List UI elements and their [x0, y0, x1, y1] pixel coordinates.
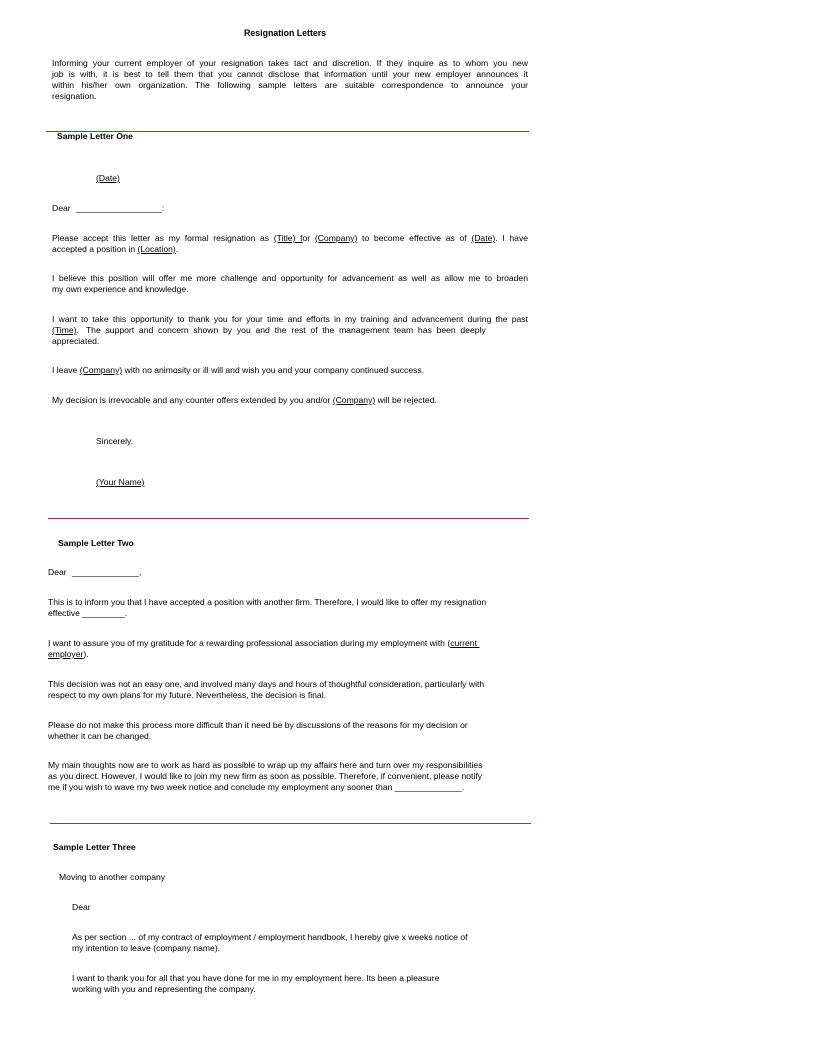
company-placeholder: (Company) — [332, 395, 376, 405]
salutation-blank: ______________, — [72, 567, 142, 577]
paragraph-line — [52, 233, 528, 244]
intro-paragraph — [52, 58, 528, 102]
paragraph-line: I want to take this opportunity to thank you for your time and efforts in my training and advancement during the past — [52, 314, 528, 324]
section-divider — [50, 823, 531, 824]
paragraph-line: My main thoughts now are to work as hard as possible to wrap up my affairs here and turn over my responsibilities — [48, 760, 483, 770]
salutation: Dear — [72, 902, 91, 912]
letter-three-paragraph-2 — [72, 973, 512, 995]
paragraph-line: respect to my own plans for my future. Nevertheless, the decision is final. — [48, 690, 326, 700]
paragraph-line — [48, 782, 527, 793]
text-run: or — [302, 233, 315, 243]
closing: Sincerely, — [96, 436, 134, 446]
intro-line: job is with, it is best to tell them that you cannot disclose that information until your new employer announces it — [52, 69, 528, 79]
salutation-text: Dear — [48, 567, 70, 577]
salutation — [48, 567, 141, 578]
text-run: accepted a position in — [52, 244, 138, 254]
paragraph-line — [48, 649, 527, 660]
salutation-blank: __________________: — [76, 203, 165, 213]
intro-line: resignation. — [52, 91, 97, 101]
text-run: effective — [48, 608, 80, 618]
paragraph-line — [52, 325, 528, 336]
letter-two-paragraph-1 — [48, 597, 527, 619]
paragraph-line: as you direct. However, I would like to join my new firm as soon as possible. Therefore, if convenient, please notify — [48, 771, 483, 781]
letter-one-paragraph-3 — [52, 314, 528, 347]
letter-one-paragraph-4 — [52, 365, 424, 376]
location-placeholder: (Location) — [137, 244, 176, 254]
letter-two-paragraph-3 — [48, 679, 527, 701]
text-run: . I have — [495, 233, 529, 243]
title-placeholder: (Title) f — [273, 233, 303, 243]
paragraph-line: appreciated. — [52, 336, 100, 346]
current-employer-placeholder: current — [450, 638, 480, 648]
current-employer-placeholder: employer — [48, 649, 84, 659]
paragraph-line — [52, 244, 528, 255]
page-title: Resignation Letters — [244, 28, 327, 38]
paragraph-line: This is to inform you that I have accepted a position with another firm. Therefore, I would like to offer my resignation — [48, 597, 487, 607]
paragraph-line: my own experience and knowledge. — [52, 284, 189, 294]
date-placeholder: (Date) — [96, 173, 120, 183]
time-placeholder: (Time) — [52, 325, 77, 335]
letter-two-paragraph-2 — [48, 638, 527, 660]
paragraph-line — [48, 638, 527, 649]
paragraph-line: I want to thank you for all that you have done for me in my employment here. Its been a pleasure — [72, 973, 440, 983]
letter-three-subject: Moving to another company — [59, 872, 166, 882]
intro-line: Informing your current employer of your resignation takes tact and discretion. If they inquire as to whom you new — [52, 58, 528, 68]
text-run: . The support and concern shown by you and the rest of the management team has been deeply — [76, 325, 486, 335]
letter-two-heading: Sample Letter Two — [58, 538, 134, 548]
salutation-text: Dear — [52, 203, 71, 213]
text-run: I leave — [52, 365, 80, 375]
paragraph-line: Please do not make this process more difficult than it need be by discussions of the reasons for my decision or — [48, 720, 468, 730]
text-run: ). — [83, 649, 89, 659]
date-placeholder: (Date) — [471, 233, 496, 243]
company-placeholder: (Company) — [314, 233, 358, 243]
text-run: will be rejected. — [375, 395, 437, 405]
paragraph-line: This decision was not an easy one, and involved many days and hours of thoughtful consideration, particularly with — [48, 679, 485, 689]
letter-three-paragraph-1 — [72, 932, 512, 954]
salutation — [52, 203, 164, 214]
text-run: with no animosity or ill will and wish you and your company continued success. — [122, 365, 425, 375]
date-blank: ______________. — [394, 782, 465, 792]
paragraph-line — [48, 608, 527, 619]
intro-line: within his/her own organization. The following sample letters are suitable correspondence to announce your — [52, 80, 528, 90]
text-run: to become effective as of — [357, 233, 472, 243]
paragraph-line: As per section ... of my contract of employment / employment handbook, I hereby give x weeks notice of — [72, 932, 468, 942]
letter-two-paragraph-4 — [48, 720, 527, 742]
text-run: My decision is irrevocable and any counter offers extended by you and/or — [52, 395, 333, 405]
paragraph-line: I believe this position will offer me more challenge and opportunity for advancement as well as allow me to broaden — [52, 273, 528, 283]
company-placeholder: (Company) — [79, 365, 123, 375]
letter-one-paragraph-5 — [52, 395, 437, 406]
letter-three-heading: Sample Letter Three — [53, 842, 136, 852]
name-placeholder: (Your Name) — [96, 477, 145, 487]
letter-one-heading: Sample Letter One — [57, 131, 133, 141]
text-run: . — [175, 244, 179, 254]
text-run: Please accept this letter as my formal resignation as — [52, 233, 274, 243]
text-run: me if you wish to wave my two week notice and conclude my employment any sooner than — [48, 782, 395, 792]
text-run: I want to assure you of my gratitude for a rewarding professional association during my employment with ( — [48, 638, 451, 648]
letter-one-paragraph-2 — [52, 273, 528, 295]
text-run: _________. — [81, 608, 128, 618]
section-divider — [48, 518, 529, 519]
letter-two-paragraph-5 — [48, 760, 527, 793]
paragraph-line: whether it can be changed. — [48, 731, 152, 741]
letter-one-paragraph-1 — [52, 233, 528, 255]
paragraph-line: working with you and representing the company. — [72, 984, 256, 994]
paragraph-line: my intention to leave (company name). — [72, 943, 221, 953]
